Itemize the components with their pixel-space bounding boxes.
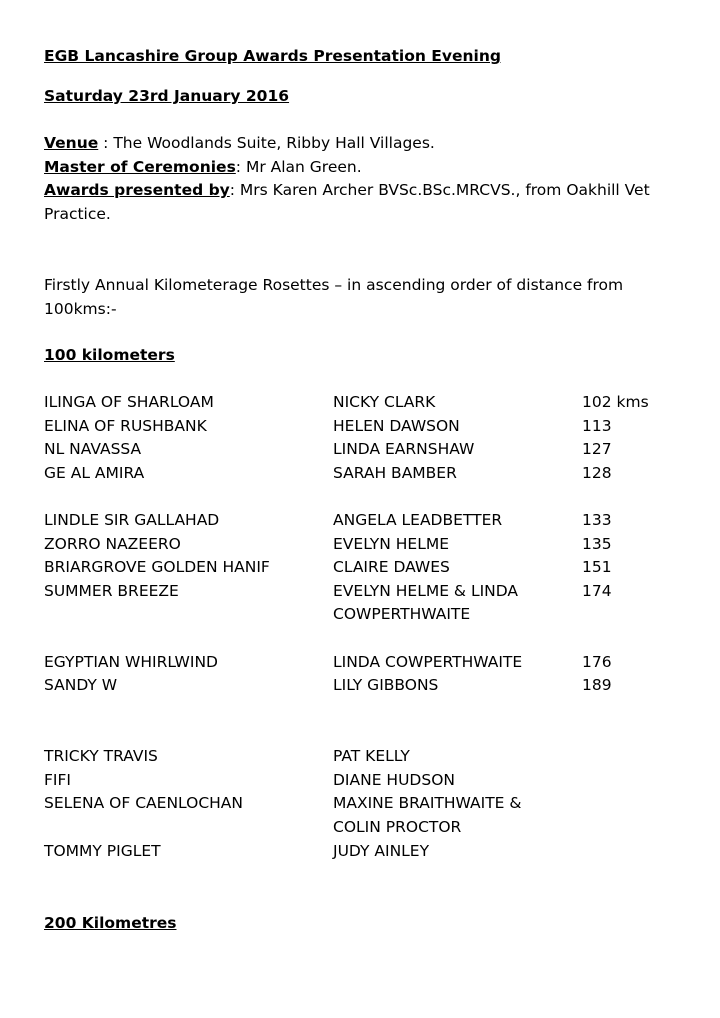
horse-name: EGYPTIAN WHIRLWIND [44, 653, 218, 671]
table-row [44, 839, 684, 863]
rider-name: EVELYN HELME & LINDA [333, 582, 519, 600]
table-row [44, 414, 684, 438]
rider-name: JUDY AINLEY [333, 842, 430, 860]
table-row [44, 437, 684, 461]
table-row [44, 579, 684, 603]
rider-name: LINDA COWPERTHWAITE [333, 653, 523, 671]
distance: 174 [582, 582, 612, 600]
mc-value: : Mr Alan Green. [235, 158, 362, 176]
horse-name: ZORRO NAZEERO [44, 535, 181, 553]
table-row [44, 791, 684, 815]
venue-label: Venue [44, 134, 99, 152]
rider-name: HELEN DAWSON [333, 417, 460, 435]
table-row [44, 390, 684, 414]
table-row [44, 768, 684, 792]
horse-name: FIFI [44, 771, 71, 789]
distance: 128 [582, 464, 612, 482]
horse-name: SELENA OF CAENLOCHAN [44, 794, 244, 812]
intro-paragraph: Firstly Annual Kilometerage Rosettes – in ascending order of distance from 100kms:- [44, 276, 624, 318]
horse-name: ILINGA OF SHARLOAM [44, 393, 214, 411]
presenter-label: Awards presented by [44, 181, 230, 199]
table-row [44, 461, 684, 485]
horse-name: NL NAVASSA [44, 440, 142, 458]
rider-name: COLIN PROCTOR [333, 818, 462, 836]
horse-name: ELINA OF RUSHBANK [44, 417, 207, 435]
distance: 113 [582, 417, 612, 435]
rider-name: COWPERTHWAITE [333, 605, 471, 623]
distance: 102 kms [582, 393, 649, 411]
table-row [44, 508, 684, 532]
horse-name: TRICKY TRAVIS [44, 747, 158, 765]
distance: 189 [582, 676, 612, 694]
rider-name: EVELYN HELME [333, 535, 450, 553]
distance: 127 [582, 440, 612, 458]
rider-name: NICKY CLARK [333, 393, 436, 411]
presenter-line [44, 178, 684, 226]
horse-name: GE AL AMIRA [44, 464, 145, 482]
page-title: EGB Lancashire Group Awards Presentation Evening [44, 47, 501, 65]
horse-name: LINDLE SIR GALLAHAD [44, 511, 220, 529]
rider-name: DIANE HUDSON [333, 771, 455, 789]
table-row [44, 555, 684, 579]
mc-label: Master of Ceremonies [44, 158, 236, 176]
event-date: Saturday 23rd January 2016 [44, 87, 290, 105]
horse-name: SUMMER BREEZE [44, 582, 179, 600]
distance: 135 [582, 535, 612, 553]
rider-name: SARAH BAMBER [333, 464, 457, 482]
horse-name: SANDY W [44, 676, 118, 694]
section-heading-100km: 100 kilometers [44, 346, 175, 364]
table-row [44, 744, 684, 768]
distance: 151 [582, 558, 612, 576]
table-row [44, 532, 684, 556]
mc-line [44, 155, 362, 179]
rider-name: CLAIRE DAWES [333, 558, 450, 576]
table-row [44, 815, 684, 839]
rider-name: PAT KELLY [333, 747, 410, 765]
table-row [44, 673, 684, 697]
rider-name: LINDA EARNSHAW [333, 440, 475, 458]
distance: 176 [582, 653, 612, 671]
table-row [44, 602, 684, 626]
rider-name: MAXINE BRAITHWAITE & [333, 794, 522, 812]
rider-name: ANGELA LEADBETTER [333, 511, 503, 529]
section-heading-200km: 200 Kilometres [44, 914, 177, 932]
rider-name: LILY GIBBONS [333, 676, 439, 694]
distance: 133 [582, 511, 612, 529]
venue-line [44, 131, 435, 155]
table-row [44, 650, 684, 674]
presenter-value: : Mrs Karen Archer BVSc.BSc.MRCVS., from Oakhill Vet Practice. [44, 181, 650, 223]
venue-value: : The Woodlands Suite, Ribby Hall Villages. [98, 134, 435, 152]
horse-name: BRIARGROVE GOLDEN HANIF [44, 558, 270, 576]
horse-name: TOMMY PIGLET [44, 842, 161, 860]
